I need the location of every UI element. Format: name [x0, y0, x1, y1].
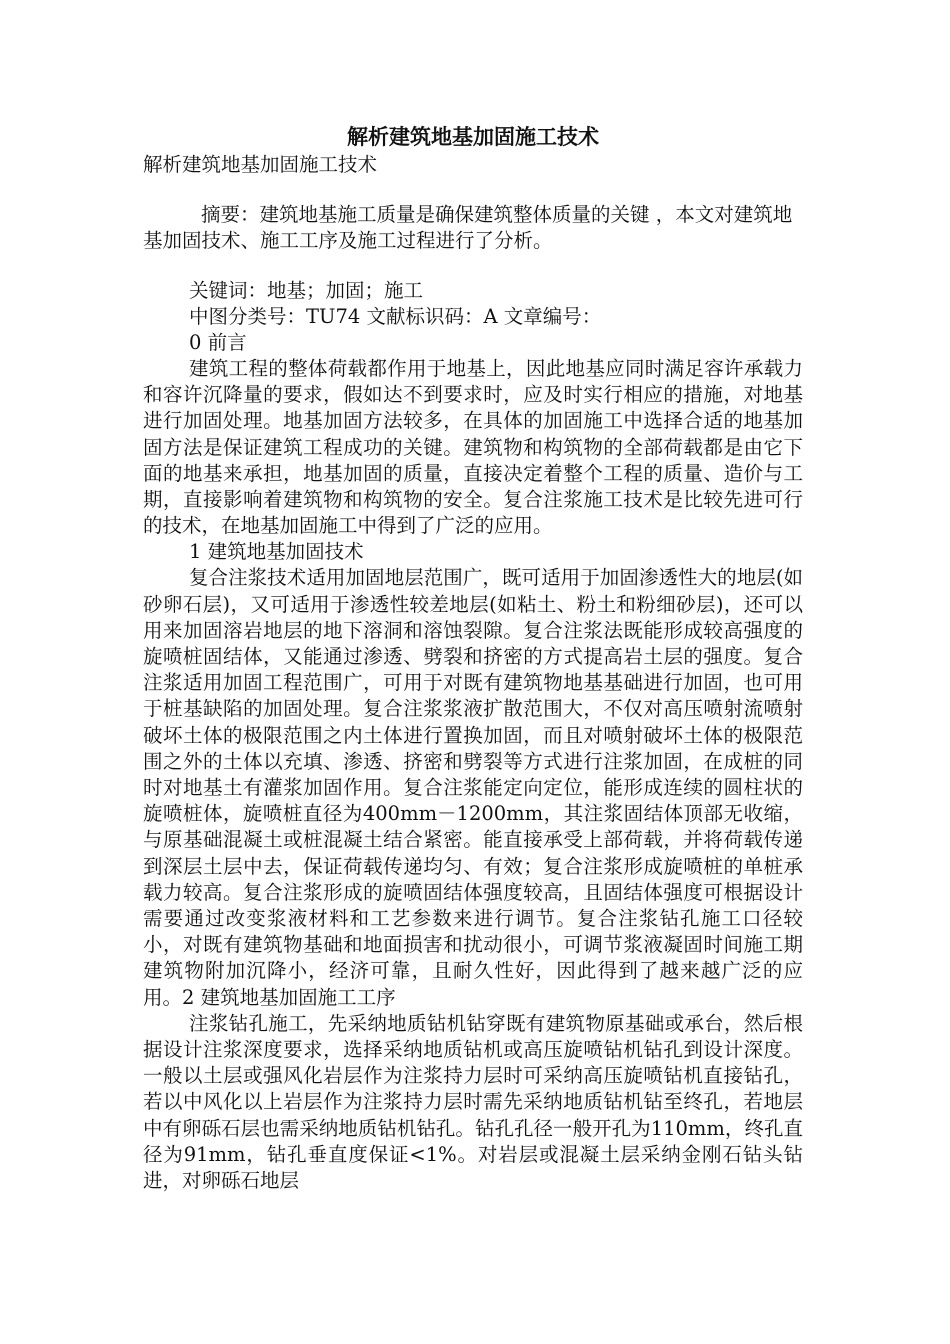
classification-line: 中图分类号：TU74 文献标识码：A 文章编号： — [189, 305, 602, 328]
body-paragraph-2: 注浆钻孔施工，先采纳地质钻机钻穿既有建筑物原基础或承台，然后根据设计注浆深度要求，选择采纳地质钻机或高压旋喷钻机钻孔到设计深度。一般以土层或强风化岩层作为注浆持力层时可采纳高压旋喷钻机直接钻孔，若以中风化以上岩层作为注浆持力层时需先采纳地质钻机钻至终孔，若地层中有卵砾石层也需采纳地质钻机钻孔。钻孔孔径一般开孔为110mm，终孔直径为91mm，钻孔垂直度保证<1%。对岩层或混凝土层采纳金刚石钻头钻进，对卵砾石地层 — [143, 1011, 803, 1193]
body-paragraph-1: 复合注浆技术适用加固地层范围广，既可适用于加固渗透性大的地层(如砂卵石层)，又可适用于渗透性较差地层(如粘土、粉土和粉细砂层)，还可以用来加固溶岩地层的地下溶洞和溶蚀裂隙。复合注浆法既能形成较高强度的旋喷桩固结体，又能通过渗透、劈裂和挤密的方式提高岩土层的强度。复合注浆适用加固工程范围广，可用于对既有建筑物地基基础进行加固，也可用于桩基缺陷的加固处理。复合注浆浆液扩散范围大，不仅对高压喷射流喷射破坏土体的极限范围之内土体进行置换加固，而且对喷射破坏土体的极限范围之外的土体以充填、渗透、挤密和劈裂等方式进行注浆加固，在成桩的同时对地基土有灌浆加固作用。复合注浆能定向定位，能形成连续的圆柱状的旋喷桩体，旋喷桩直径为400mm－1200mm，其注浆固结体顶部无收缩，与原基础混凝土或桩混凝土结合紧密。能直接承受上部荷载，并将荷载传递到深层土层中去，保证荷载传递均匀、有效；复合注浆形成旋喷桩的单桩承载力较高。复合注浆形成的旋喷固结体强度较高，且固结体强度可根据设计需要通过改变浆液材料和工艺参数来进行调节。复合注浆钻孔施工口径较小，对既有建筑物基础和地面损害和扰动很小，可调节浆液凝固时间施工期建筑物附加沉降小，经济可靠，且耐久性好，因此得到了越来越广泛的应用。2 建筑地基加固施工工序 — [143, 566, 803, 1009]
spacer — [143, 178, 803, 202]
abstract-paragraph: 摘要：建筑地基施工质量是确保建筑整体质量的关键 ，本文对建筑地基加固技术、施工工序及施工过程进行了分析。 — [143, 203, 793, 252]
section-heading-0: 0 前言 — [189, 331, 247, 354]
document-page — [143, 122, 803, 1194]
spacer — [143, 254, 803, 278]
document-subtitle: 解析建筑地基加固施工技术 — [143, 153, 378, 176]
keywords-line: 关键词：地基；加固；施工 — [189, 279, 424, 302]
body-paragraph-0: 建筑工程的整体荷载都作用于地基上，因此地基应同时满足容许承载力和容许沉降量的要求，假如达不到要求时，应及时实行相应的措施，对地基进行加固处理。地基加固方法较多，在具体的加固施工中选择合适的地基加固方法是保证建筑工程成功的关键。建筑物和构筑物的全部荷载都是由它下面的地基来承担，地基加固的质量，直接决定着整个工程的质量、造价与工期，直接影响着建筑物和构筑物的安全。复合注浆施工技术是比较先进可行的技术，在地基加固施工中得到了广泛的应用。 — [143, 357, 803, 538]
document-title: 解析建筑地基加固施工技术 — [347, 124, 599, 149]
section-heading-1: 1 建筑地基加固技术 — [189, 540, 364, 564]
